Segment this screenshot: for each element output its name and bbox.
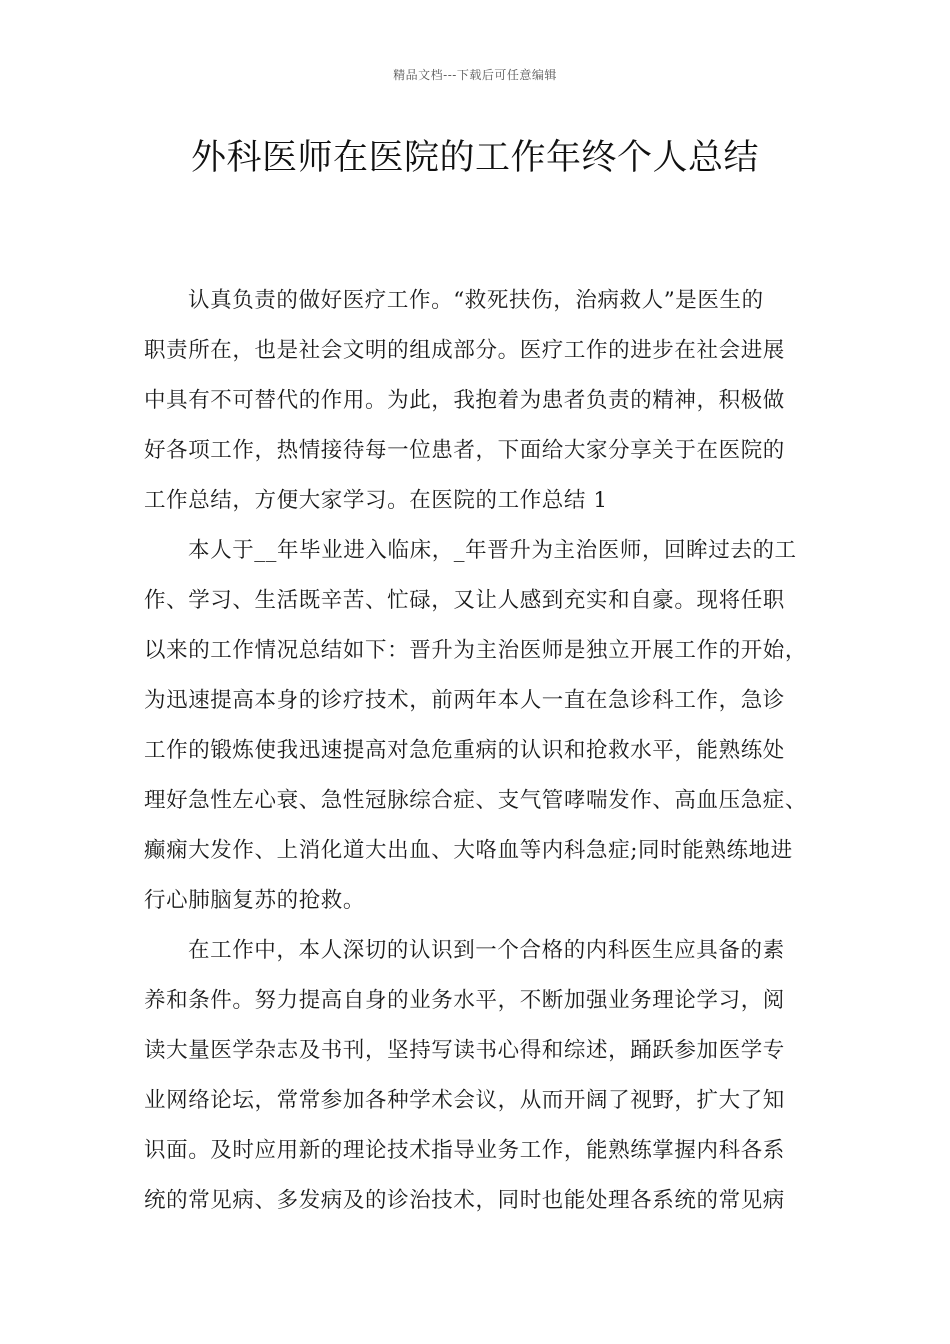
header-note: 精品文档---下载后可任意编辑	[393, 68, 557, 82]
document-body	[144, 284, 826, 1234]
paragraph-2	[144, 534, 826, 934]
paragraph-line: 作、学习、生活既辛苦、忙碌，又让人感到充实和自豪。现将任职	[144, 588, 785, 613]
paragraph-line: 中具有不可替代的作用。为此，我抱着为患者负责的精神，积极做	[144, 388, 785, 413]
paragraph-3	[144, 934, 826, 1234]
paragraph-line: 理好急性左心衰、急性冠脉综合症、支气管哮喘发作、高血压急症、	[144, 788, 808, 813]
paragraph-line: 业网络论坛，常常参加各种学术会议，从而开阔了视野，扩大了知	[144, 1088, 785, 1113]
paragraph-line: 癫痫大发作、上消化道大出血、大咯血等内科急症;同时能熟练地进	[144, 838, 793, 863]
document-title: 外科医师在医院的工作年终个人总结	[190, 138, 759, 178]
paragraph-line: 本人于__年毕业进入临床，_年晋升为主治医师，回眸过去的工	[188, 538, 797, 563]
paragraph-line: 养和条件。努力提高自身的业务水平，不断加强业务理论学习，阅	[144, 988, 785, 1013]
paragraph-line: 好各项工作，热情接待每一位患者，下面给大家分享关于在医院的	[144, 438, 785, 463]
paragraph-line: 以来的工作情况总结如下：晋升为主治医师是独立开展工作的开始，	[144, 638, 808, 663]
paragraph-line: 工作的锻炼使我迅速提高对急危重病的认识和抢救水平，能熟练处	[144, 738, 785, 763]
paragraph-line: 在工作中，本人深切的认识到一个合格的内科医生应具备的素	[188, 938, 785, 963]
paragraph-line: 读大量医学杂志及书刊，坚持写读书心得和综述，踊跃参加医学专	[144, 1038, 785, 1063]
paragraph-line: 工作总结，方便大家学习。在医院的工作总结 1	[144, 488, 608, 513]
paragraph-line: 为迅速提高本身的诊疗技术，前两年本人一直在急诊科工作，急诊	[144, 688, 785, 713]
paragraph-1	[144, 284, 826, 534]
paragraph-line: 识面。及时应用新的理论技术指导业务工作，能熟练掌握内科各系	[144, 1138, 785, 1163]
paragraph-line: 职责所在，也是社会文明的组成部分。医疗工作的进步在社会进展	[144, 338, 785, 363]
paragraph-line: 统的常见病、多发病及的诊治技术，同时也能处理各系统的常见病	[144, 1188, 785, 1213]
paragraph-line: 行心肺脑复苏的抢救。	[144, 888, 366, 913]
paragraph-line: 认真负责的做好医疗工作。“救死扶伤，治病救人”是医生的	[188, 288, 764, 313]
